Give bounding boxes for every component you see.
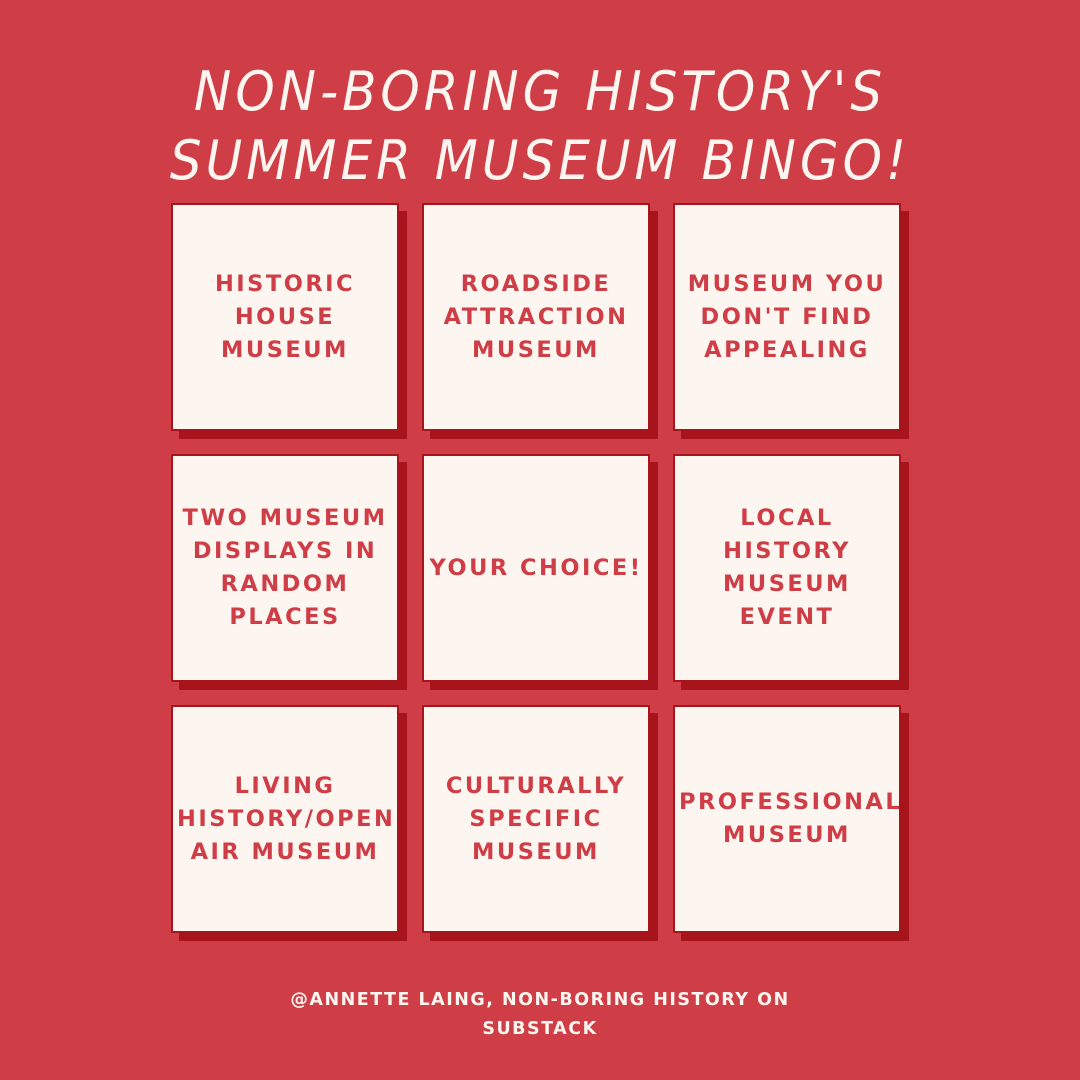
bingo-cell-roadside-attraction [422,203,650,431]
bingo-cell-label: LOCAL HISTORY MUSEUM EVENT [723,505,851,630]
bingo-cell-unappealing-museum [673,203,901,431]
bingo-cell-label: LIVING HISTORY/OPEN AIR MUSEUM [177,772,396,865]
page-title-line-1: NON-BORING HISTORY'S [193,60,887,123]
bingo-cell-local-history-event [673,454,901,682]
bingo-cell-professional-museum [673,705,901,933]
footer-credit: @ANNETTE LAING, NON-BORING HISTORY ON SUBSTACK [290,990,790,1039]
bingo-cell-label: ROADSIDE ATTRACTION MUSEUM [443,270,629,363]
bingo-cell-random-displays [171,454,399,682]
bingo-cell-culturally-specific [422,705,650,933]
bingo-cell-your-choice [422,454,650,682]
bingo-cell-label: TWO MUSEUM DISPLAYS IN RANDOM PLACES [182,505,388,630]
bingo-cell-label: CULTURALLY SPECIFIC MUSEUM [445,772,627,865]
bingo-cell-living-history [171,705,399,933]
page-title-line-2: SUMMER MUSEUM BINGO! [169,129,911,192]
bingo-cell-label: MUSEUM YOU DON'T FIND APPEALING [687,270,887,363]
bingo-cell-label: HISTORIC HOUSE MUSEUM [214,270,356,363]
bingo-cell-historic-house [171,203,399,431]
bingo-cell-label: PROFESSIONAL MUSEUM [679,789,903,848]
bingo-cell-label: YOUR CHOICE! [429,554,643,581]
